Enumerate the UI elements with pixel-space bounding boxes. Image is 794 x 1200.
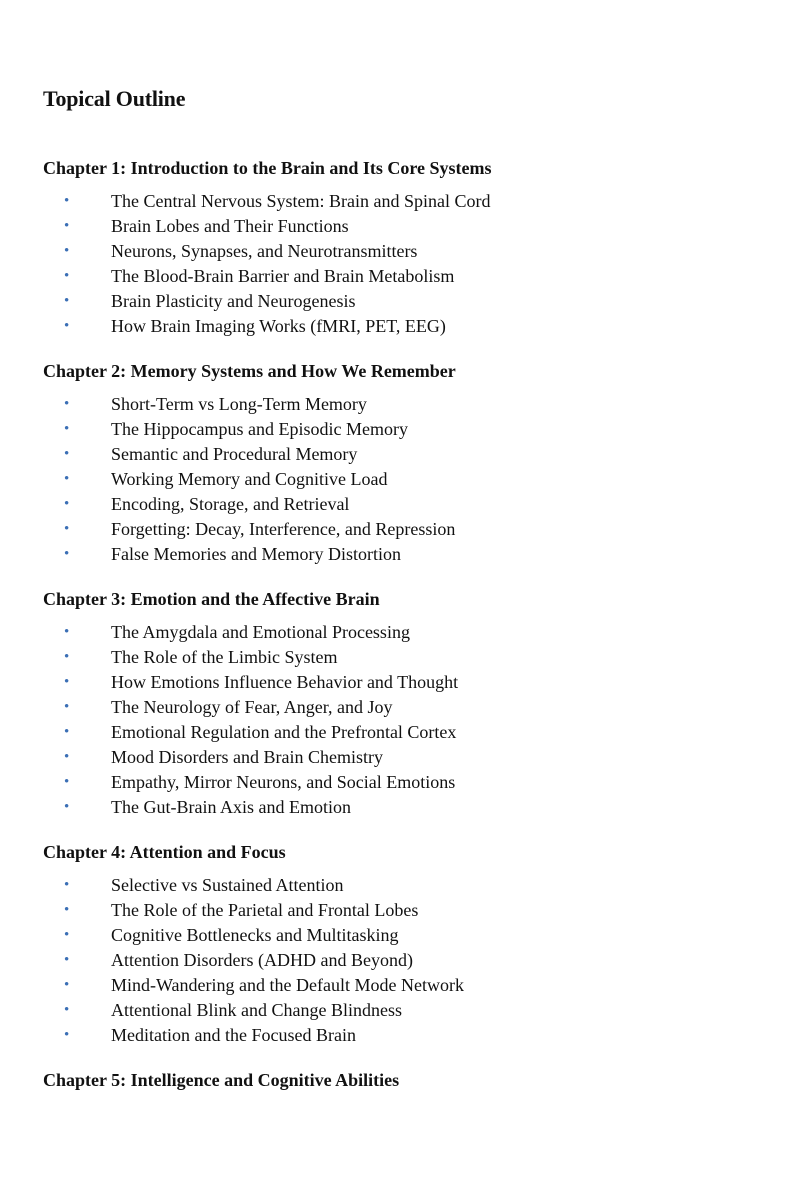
bullet-icon: • [64, 1002, 70, 1018]
topic-label: The Role of the Limbic System [111, 647, 338, 667]
chapter-2 [43, 357, 783, 567]
chapter-heading: Chapter 4: Attention and Focus [43, 842, 286, 862]
chapter-1 [43, 154, 783, 339]
topic-item [43, 695, 783, 720]
bullet-icon: • [64, 674, 70, 690]
topic-item [43, 189, 783, 214]
topic-item [43, 898, 783, 923]
bullet-icon: • [64, 421, 70, 437]
topic-label: Mood Disorders and Brain Chemistry [111, 747, 383, 767]
topic-list [43, 620, 783, 820]
topic-label: How Brain Imaging Works (fMRI, PET, EEG) [111, 316, 446, 336]
chapter-heading: Chapter 2: Memory Systems and How We Remember [43, 361, 456, 381]
topic-label: Empathy, Mirror Neurons, and Social Emotions [111, 772, 456, 792]
bullet-icon: • [64, 496, 70, 512]
topic-item [43, 442, 783, 467]
topic-item [43, 467, 783, 492]
bullet-icon: • [64, 293, 70, 309]
topic-item [43, 770, 783, 795]
topic-label: Selective vs Sustained Attention [111, 875, 344, 895]
topic-item [43, 670, 783, 695]
topic-label: Encoding, Storage, and Retrieval [111, 494, 350, 514]
page-title: Topical Outline [43, 86, 186, 111]
topic-item [43, 720, 783, 745]
topic-item [43, 517, 783, 542]
topic-list [43, 873, 783, 1048]
topic-label: Forgetting: Decay, Interference, and Repression [111, 519, 456, 539]
bullet-icon: • [64, 799, 70, 815]
bullet-icon: • [64, 446, 70, 462]
topic-label: Semantic and Procedural Memory [111, 444, 358, 464]
chapter-4 [43, 838, 783, 1048]
topic-label: Mind-Wandering and the Default Mode Network [111, 975, 464, 995]
topic-label: How Emotions Influence Behavior and Thought [111, 672, 459, 692]
topic-item [43, 795, 783, 820]
chapter-list [43, 154, 783, 1112]
bullet-icon: • [64, 396, 70, 412]
topic-item [43, 645, 783, 670]
chapter-heading: Chapter 3: Emotion and the Affective Brain [43, 589, 380, 609]
topic-label: Meditation and the Focused Brain [111, 1025, 356, 1045]
topic-list [43, 392, 783, 567]
topic-label: The Amygdala and Emotional Processing [111, 622, 410, 642]
topic-item [43, 417, 783, 442]
topic-item [43, 239, 783, 264]
bullet-icon: • [64, 927, 70, 943]
topic-label: Brain Lobes and Their Functions [111, 216, 349, 236]
bullet-icon: • [64, 649, 70, 665]
topic-label: Attentional Blink and Change Blindness [111, 1000, 402, 1020]
topic-label: Short-Term vs Long-Term Memory [111, 394, 367, 414]
bullet-icon: • [64, 902, 70, 918]
topic-item [43, 214, 783, 239]
topic-label: Neurons, Synapses, and Neurotransmitters [111, 241, 418, 261]
topic-item [43, 873, 783, 898]
topic-label: Brain Plasticity and Neurogenesis [111, 291, 356, 311]
bullet-icon: • [64, 218, 70, 234]
bullet-icon: • [64, 193, 70, 209]
bullet-icon: • [64, 749, 70, 765]
bullet-icon: • [64, 268, 70, 284]
topic-item [43, 948, 783, 973]
topic-label: The Gut-Brain Axis and Emotion [111, 797, 351, 817]
topic-item [43, 998, 783, 1023]
bullet-icon: • [64, 1027, 70, 1043]
bullet-icon: • [64, 699, 70, 715]
topic-item [43, 973, 783, 998]
topic-label: False Memories and Memory Distortion [111, 544, 401, 564]
bullet-icon: • [64, 724, 70, 740]
bullet-icon: • [64, 471, 70, 487]
topic-label: The Central Nervous System: Brain and Spinal Cord [111, 191, 491, 211]
topic-label: Working Memory and Cognitive Load [111, 469, 388, 489]
topic-item [43, 923, 783, 948]
bullet-icon: • [64, 318, 70, 334]
topic-item [43, 542, 783, 567]
topic-label: The Neurology of Fear, Anger, and Joy [111, 697, 393, 717]
topic-item [43, 492, 783, 517]
chapter-3 [43, 585, 783, 820]
bullet-icon: • [64, 774, 70, 790]
topic-item [43, 289, 783, 314]
topic-item [43, 1023, 783, 1048]
bullet-icon: • [64, 546, 70, 562]
bullet-icon: • [64, 977, 70, 993]
chapter-heading: Chapter 5: Intelligence and Cognitive Abilities [43, 1070, 400, 1090]
topic-label: The Blood-Brain Barrier and Brain Metabolism [111, 266, 455, 286]
topic-label: The Hippocampus and Episodic Memory [111, 419, 408, 439]
topic-label: Emotional Regulation and the Prefrontal Cortex [111, 722, 457, 742]
bullet-icon: • [64, 624, 70, 640]
topic-item [43, 620, 783, 645]
topic-item [43, 392, 783, 417]
bullet-icon: • [64, 877, 70, 893]
bullet-icon: • [64, 952, 70, 968]
chapter-heading: Chapter 1: Introduction to the Brain and Its Core Systems [43, 158, 492, 178]
topic-label: Attention Disorders (ADHD and Beyond) [111, 950, 413, 970]
topic-list [43, 189, 783, 339]
chapter-5 [43, 1066, 783, 1094]
bullet-icon: • [64, 243, 70, 259]
bullet-icon: • [64, 521, 70, 537]
topic-item [43, 314, 783, 339]
topic-item [43, 745, 783, 770]
topic-item [43, 264, 783, 289]
topic-label: The Role of the Parietal and Frontal Lobes [111, 900, 419, 920]
topic-label: Cognitive Bottlenecks and Multitasking [111, 925, 399, 945]
